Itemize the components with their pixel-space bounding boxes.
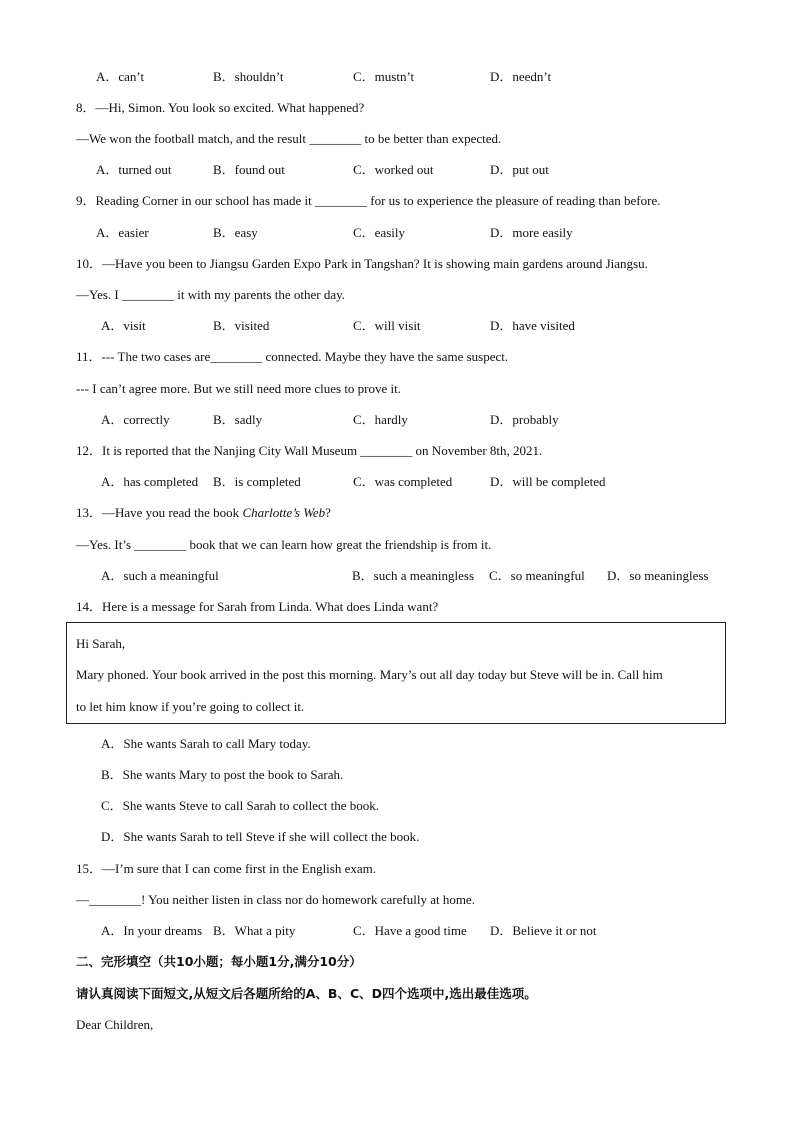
q9-stem: 9．Reading Corner in our school has made it ________ for us to experience the pleasure of reading than before. bbox=[76, 193, 661, 208]
q10-option-b: B．visited bbox=[213, 318, 270, 333]
q12-stem: 12．It is reported that the Nanjing City Wall Museum ________ on November 8th, 2021. bbox=[76, 443, 543, 458]
q15-option-b: B．What a pity bbox=[213, 923, 296, 938]
q13-stem-post: ? bbox=[325, 505, 331, 520]
q7-option-d: D．needn’t bbox=[490, 69, 552, 84]
q14-option-a: A．She wants Sarah to call Mary today. bbox=[101, 736, 311, 751]
q8-line2: —We won the football match, and the result ________ to be better than expected. bbox=[76, 131, 502, 146]
q7-option-c: C．mustn’t bbox=[353, 69, 415, 84]
q14-option-c: C．She wants Steve to call Sarah to collect the book. bbox=[101, 798, 379, 813]
q14-message-line2: to let him know if you’re going to collect it. bbox=[76, 699, 305, 714]
q14-option-d: D．She wants Sarah to tell Steve if she will collect the book. bbox=[101, 829, 420, 844]
q13-line2: —Yes. It’s ________ book that we can learn how great the friendship is from it. bbox=[76, 537, 492, 552]
q11-option-b: B．sadly bbox=[213, 412, 263, 427]
q11-option-c: C．hardly bbox=[353, 412, 408, 427]
q10-option-d: D．have visited bbox=[490, 318, 575, 333]
q15-option-c: C．Have a good time bbox=[353, 923, 467, 938]
q14-stem: 14．Here is a message for Sarah from Linda. What does Linda want? bbox=[76, 599, 439, 614]
q13-book-title: Charlotte’s Web bbox=[242, 505, 326, 520]
q7-option-a: A．can’t bbox=[96, 69, 145, 84]
q9-option-b: B．easy bbox=[213, 225, 258, 240]
section2-title: 二、完形填空（共10小题；每小题1分,满分10分） bbox=[76, 954, 362, 969]
q12-option-b: B．is completed bbox=[213, 474, 301, 489]
q13-stem bbox=[76, 505, 331, 521]
q15-option-a: A．In your dreams bbox=[101, 923, 203, 938]
q8-stem: 8．—Hi, Simon. You look so excited. What happened? bbox=[76, 100, 365, 115]
q10-line2: —Yes. I ________ it with my parents the other day. bbox=[76, 287, 346, 302]
q8-option-b: B．found out bbox=[213, 162, 285, 177]
q10-stem: 10．—Have you been to Jiangsu Garden Expo Park in Tangshan? It is showing main gardens around Jiangsu. bbox=[76, 256, 648, 271]
q11-line2: --- I can’t agree more. But we still need more clues to prove it. bbox=[76, 381, 402, 396]
q10-option-a: A．visit bbox=[101, 318, 146, 333]
q12-option-a: A．has completed bbox=[101, 474, 199, 489]
q12-option-d: D．will be completed bbox=[490, 474, 606, 489]
q13-stem-pre: 13．—Have you read the book bbox=[76, 505, 243, 520]
q13-option-c: C．so meaningful bbox=[489, 568, 585, 583]
section2-instruction: 请认真阅读下面短文,从短文后各题所给的A、B、C、D四个选项中,选出最佳选项。 bbox=[76, 986, 537, 1001]
q11-stem: 11．--- The two cases are________ connected. Maybe they have the same suspect. bbox=[76, 349, 509, 364]
q11-option-d: D．probably bbox=[490, 412, 559, 427]
q9-option-d: D．more easily bbox=[490, 225, 573, 240]
q14-message-greeting: Hi Sarah, bbox=[76, 636, 126, 651]
q14-message-line1: Mary phoned. Your book arrived in the post this morning. Mary’s out all day today but Steve will be in. Call him bbox=[76, 667, 663, 682]
q15-option-d: D．Believe it or not bbox=[490, 923, 597, 938]
q8-option-a: A．turned out bbox=[96, 162, 172, 177]
q10-option-c: C．will visit bbox=[353, 318, 421, 333]
q12-option-c: C．was completed bbox=[353, 474, 453, 489]
section2-opening: Dear Children, bbox=[76, 1017, 154, 1032]
q11-option-a: A．correctly bbox=[101, 412, 170, 427]
q15-line2: —________! You neither listen in class nor do homework carefully at home. bbox=[76, 892, 475, 907]
q13-option-d: D．so meaningless bbox=[607, 568, 709, 583]
q9-option-a: A．easier bbox=[96, 225, 149, 240]
q13-option-b: B．such a meaningless bbox=[352, 568, 475, 583]
q15-stem: 15．—I’m sure that I can come first in the English exam. bbox=[76, 861, 377, 876]
q7-option-b: B．shouldn’t bbox=[213, 69, 284, 84]
q14-option-b: B．She wants Mary to post the book to Sarah. bbox=[101, 767, 344, 782]
q8-option-c: C．worked out bbox=[353, 162, 434, 177]
q8-option-d: D．put out bbox=[490, 162, 549, 177]
q13-option-a: A．such a meaningful bbox=[101, 568, 219, 583]
q9-option-c: C．easily bbox=[353, 225, 405, 240]
